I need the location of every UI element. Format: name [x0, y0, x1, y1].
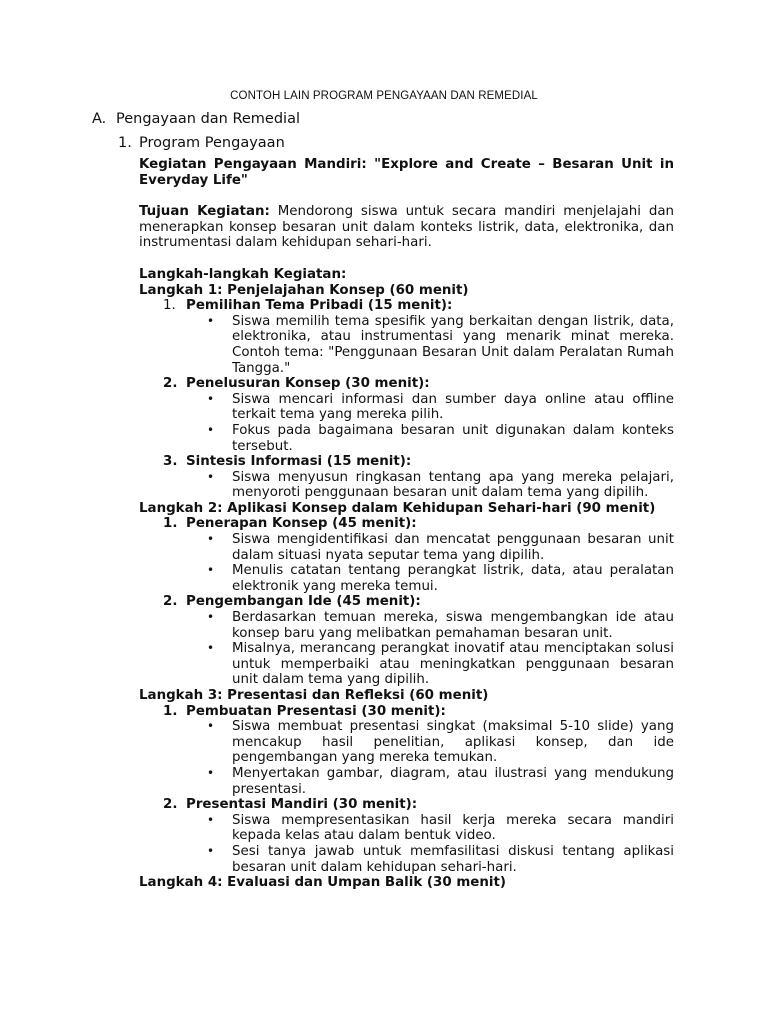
section-a-label: A.	[92, 111, 107, 127]
bullet-item: • Menyertakan gambar, diagram, atau ilustrasi yang mendukung presentasi.	[232, 766, 674, 797]
section-a-text: Pengayaan dan Remedial	[116, 111, 301, 127]
bullet-item: • Menulis catatan tentang perangkat listrik, data, atau peralatan elektronik yang mereka temui.	[232, 563, 674, 594]
item-number: 1.	[163, 703, 178, 719]
bullet-item: • Siswa mencari informasi dan sumber daya online atau offline terkait tema yang mereka pilih.	[232, 392, 674, 423]
spacer	[139, 251, 674, 267]
item-number: 1.	[163, 298, 176, 314]
bullet-item: • Berdasarkan temuan mereka, siswa mengembangkan ide atau konsep baru yang melibatkan pemahaman besaran unit.	[232, 610, 674, 641]
section-1-label: 1.	[118, 135, 132, 151]
bullet-item: • Siswa mengidentifikasi dan mencatat penggunaan besaran unit dalam situasi nyata seputar tema yang dipilih.	[232, 532, 674, 563]
step-title: Langkah 3: Presentasi dan Refleksi (60 menit)	[139, 688, 489, 703]
spacer	[139, 188, 674, 204]
section-1-heading	[118, 135, 285, 152]
item-number: 2.	[163, 594, 178, 610]
document-title: CONTOH LAIN PROGRAM PENGAYAAN DAN REMEDIAL	[230, 90, 538, 102]
step-item	[163, 704, 674, 798]
step-item	[163, 594, 674, 688]
bullet-item: • Misalnya, merancang perangkat inovatif atau menciptakan solusi untuk memperbaiki atau meningkatkan penggunaan besaran unit dalam tema yang dipilih.	[232, 641, 674, 688]
step-item	[163, 797, 674, 875]
step-title: Langkah 1: Penjelajahan Konsep (60 menit)	[139, 282, 469, 298]
tujuan-text: Mendorong siswa untuk secara mandiri menjelajahi dan menerapkan konsep besaran unit dalam konteks listrik, data, elektronika, dan instrumentasi dalam kehidupan sehari-hari.	[139, 204, 675, 251]
item-number: 2.	[163, 376, 178, 392]
item-number: 1.	[163, 516, 178, 532]
bullet-list	[186, 392, 674, 454]
step-title: Langkah 4: Evaluasi dan Umpan Balik (30 menit)	[139, 875, 506, 891]
step-item	[163, 454, 674, 501]
tujuan-paragraph	[139, 204, 674, 251]
item-title: Pengembangan Ide (45 menit):	[186, 594, 421, 610]
item-title: Penerapan Konsep (45 menit):	[186, 516, 417, 532]
step-title: Langkah 2: Aplikasi Konsep dalam Kehidupan Sehari-hari (90 menit)	[139, 500, 656, 516]
step-items	[139, 298, 674, 501]
document-content	[139, 157, 674, 891]
section-1-text: Program Pengayaan	[139, 135, 285, 151]
item-title: Pembuatan Presentasi (30 menit):	[186, 703, 446, 719]
item-number: 3.	[163, 454, 178, 470]
bullet-item: • Sesi tanya jawab untuk memfasilitasi diskusi tentang aplikasi besaran unit dalam kehidupan sehari-hari.	[232, 844, 674, 875]
item-title: Sintesis Informasi (15 menit):	[186, 454, 412, 470]
langkah-heading: Langkah-langkah Kegiatan:	[139, 266, 347, 282]
step-items	[139, 704, 674, 876]
bullet-item: • Siswa membuat presentasi singkat (maksimal 5-10 slide) yang mencakup hasil penelitian, aplikasi konsep, dan ide pengembangan yang mereka temukan.	[232, 719, 674, 766]
bullet-list	[186, 719, 674, 797]
section-a-heading	[92, 111, 300, 128]
bullet-list	[186, 470, 674, 501]
bullet-list	[186, 610, 674, 688]
step-item	[163, 516, 674, 594]
bullet-item: • Siswa mempresentasikan hasil kerja mereka secara mandiri kepada kelas atau dalam bentuk video.	[232, 813, 674, 844]
step-items	[139, 516, 674, 688]
item-title: Penelusuran Konsep (30 menit):	[186, 376, 430, 392]
bullet-list	[186, 314, 674, 376]
bullet-item: • Fokus pada bagaimana besaran unit digunakan dalam konteks tersebut.	[232, 423, 674, 454]
bullet-list	[186, 813, 674, 875]
item-title: Presentasi Mandiri (30 menit):	[186, 797, 418, 813]
step-item	[163, 376, 674, 454]
bullet-item: • Siswa menyusun ringkasan tentang apa yang mereka pelajari, menyoroti penggunaan besaran unit dalam tema yang dipilih.	[232, 470, 674, 501]
bullet-item: • Siswa memilih tema spesifik yang berkaitan dengan listrik, data, elektronika, atau instrumentasi yang menarik minat mereka. Contoh tema: "Penggunaan Besaran Unit dalam Peralatan Rumah Tangga."	[232, 314, 674, 376]
tujuan-label: Tujuan Kegiatan:	[139, 204, 270, 220]
bullet-list	[186, 532, 674, 594]
activity-title: Kegiatan Pengayaan Mandiri: "Explore and Create – Besaran Unit in Everyday Life"	[139, 157, 674, 188]
item-number: 2.	[163, 797, 178, 813]
item-title: Pemilihan Tema Pribadi (15 menit):	[186, 298, 453, 314]
step-item	[163, 298, 674, 376]
